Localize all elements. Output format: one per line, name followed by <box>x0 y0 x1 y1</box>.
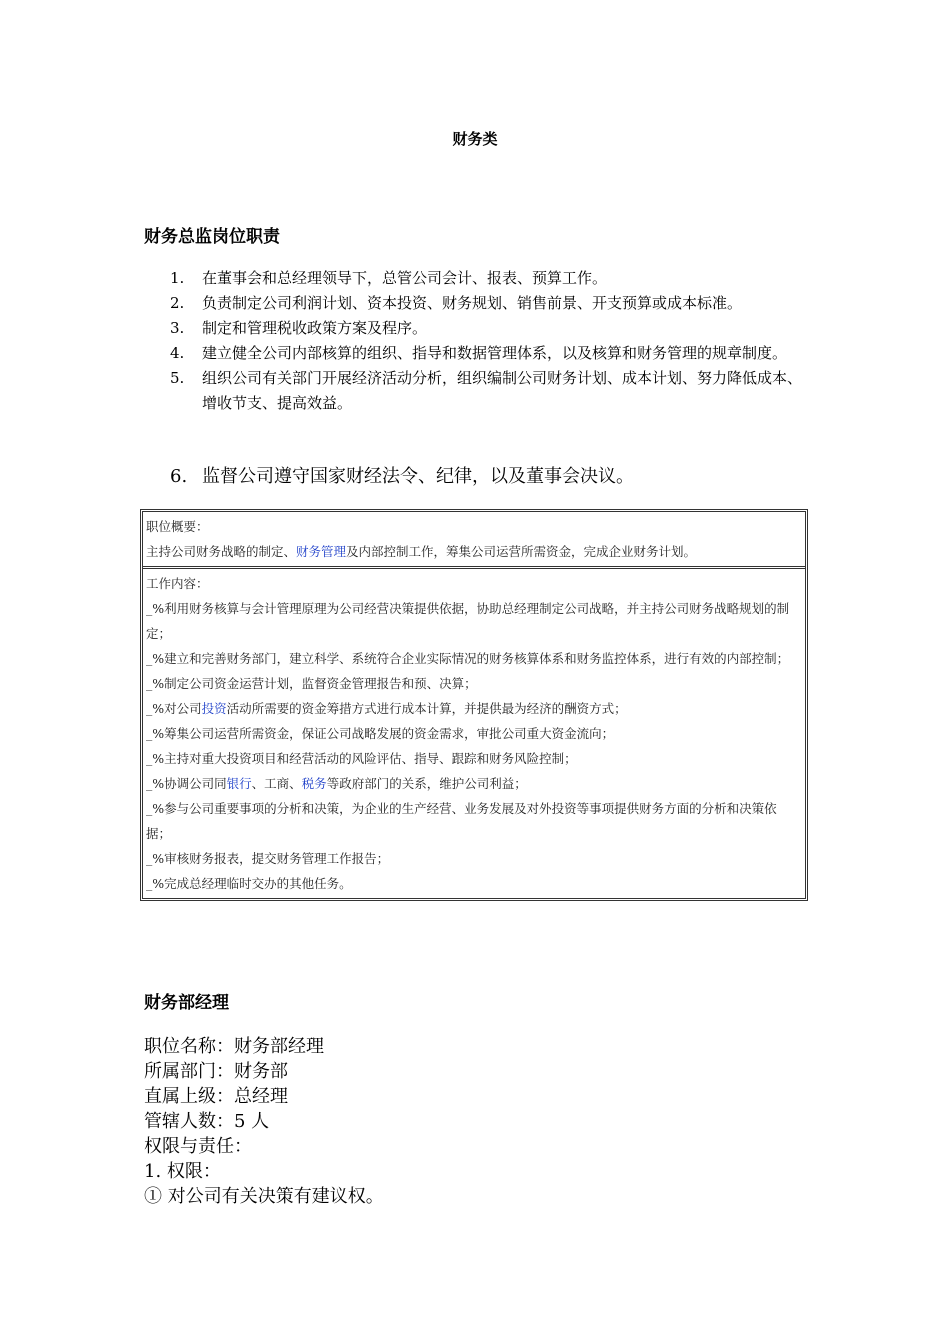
info-line: 直属上级：总经理 <box>144 1086 288 1107</box>
list-number: 6. <box>170 466 188 487</box>
work-item: _%建立和完善财务部门，建立科学、系统符合企业实际情况的财务核算体系和财务监控体系，进行有效的内部控制； <box>146 651 790 666</box>
section-heading-cfo-duties: 财务总监岗位职责 <box>144 227 280 247</box>
list-number: 2. <box>170 294 185 312</box>
list-number: 4. <box>170 344 185 362</box>
work-content-cell <box>143 566 805 898</box>
overview-text <box>146 539 801 564</box>
job-summary-table <box>140 509 808 901</box>
list-number: 3. <box>170 319 185 337</box>
list-item <box>170 366 810 416</box>
manager-info-block <box>144 1034 384 1209</box>
investment-link[interactable]: 投资 <box>201 701 227 716</box>
list-number: 5. <box>170 369 185 387</box>
bank-link[interactable]: 银行 <box>226 776 252 791</box>
document-title: 财务类 <box>452 130 498 148</box>
work-item: _%筹集公司运营所需资金，保证公司战略发展的资金需求，审批公司重大资金流向； <box>146 726 615 741</box>
work-item-part: 等政府部门的关系，维护公司利益； <box>326 776 527 791</box>
info-line: 管辖人数：5 人 <box>144 1111 270 1132</box>
work-item-part: _%协调公司同 <box>146 776 227 791</box>
work-item-part: 活动所需要的资金筹措方式进行成本计算，并提供最为经济的酬资方式； <box>226 701 627 716</box>
list-text: 负责制定公司利润计划、资本投资、财务规划、销售前景、开支预算或成本标准。 <box>202 294 743 312</box>
work-item: _%审核财务报表，提交财务管理工作报告； <box>146 851 390 866</box>
info-line: 所属部门：财务部 <box>144 1061 288 1082</box>
overview-text-part: 及内部控制工作，筹集公司运营所需资金，完成企业财务计划。 <box>346 544 697 559</box>
section-heading-finance-manager: 财务部经理 <box>144 993 229 1013</box>
list-text: 建立健全公司内部核算的组织、指导和数据管理体系，以及核算和财务管理的规章制度。 <box>202 344 788 362</box>
info-line: 1. 权限： <box>144 1161 221 1182</box>
work-item <box>146 696 801 721</box>
list-item-large <box>170 464 810 490</box>
info-line: ① 对公司有关决策有建议权。 <box>144 1186 384 1207</box>
work-item: _%完成总经理临时交办的其他任务。 <box>146 876 352 891</box>
list-text: 监督公司遵守国家财经法令、纪律，以及董事会决议。 <box>202 466 634 487</box>
cfo-duty-list <box>170 266 810 416</box>
work-item: _%主持对重大投资项目和经营活动的风险评估、指导、跟踪和财务风险控制； <box>146 751 577 766</box>
work-item: _%制定公司资金运营计划，监督资金管理报告和预、决算； <box>146 676 477 691</box>
list-item <box>170 291 810 316</box>
list-text: 组织公司有关部门开展经济活动分析，组织编制公司财务计划、成本计划、努力降低成本、增收节支、提高效益。 <box>202 369 803 412</box>
overview-text-part: 主持公司财务战略的制定、 <box>146 544 297 559</box>
work-item: _%参与公司重要事项的分析和决策，为企业的生产经营、业务发展及对外投资等事项提供财务方面的分析和决策依据； <box>146 801 777 841</box>
list-text: 制定和管理税收政策方案及程序。 <box>202 319 428 337</box>
overview-label: 职位概要： <box>146 519 209 534</box>
financial-management-link[interactable]: 财务管理 <box>296 544 347 559</box>
tax-link[interactable]: 税务 <box>301 776 327 791</box>
work-item <box>146 771 801 796</box>
info-line: 权限与责任： <box>144 1136 252 1157</box>
work-content-label: 工作内容： <box>146 576 209 591</box>
info-line: 职位名称：财务部经理 <box>144 1036 324 1057</box>
list-item <box>170 316 810 341</box>
list-text: 在董事会和总经理领导下，总管公司会计、报表、预算工作。 <box>202 269 608 287</box>
work-item-part: 、工商、 <box>251 776 302 791</box>
work-item: _%利用财务核算与会计管理原理为公司经营决策提供依据，协助总经理制定公司战略，并主持公司财务战略规划的制定； <box>146 601 790 641</box>
work-item-part: _%对公司 <box>146 701 202 716</box>
list-item <box>170 341 810 366</box>
overview-cell <box>143 512 805 566</box>
list-number: 1. <box>170 269 185 287</box>
list-item <box>170 266 810 291</box>
